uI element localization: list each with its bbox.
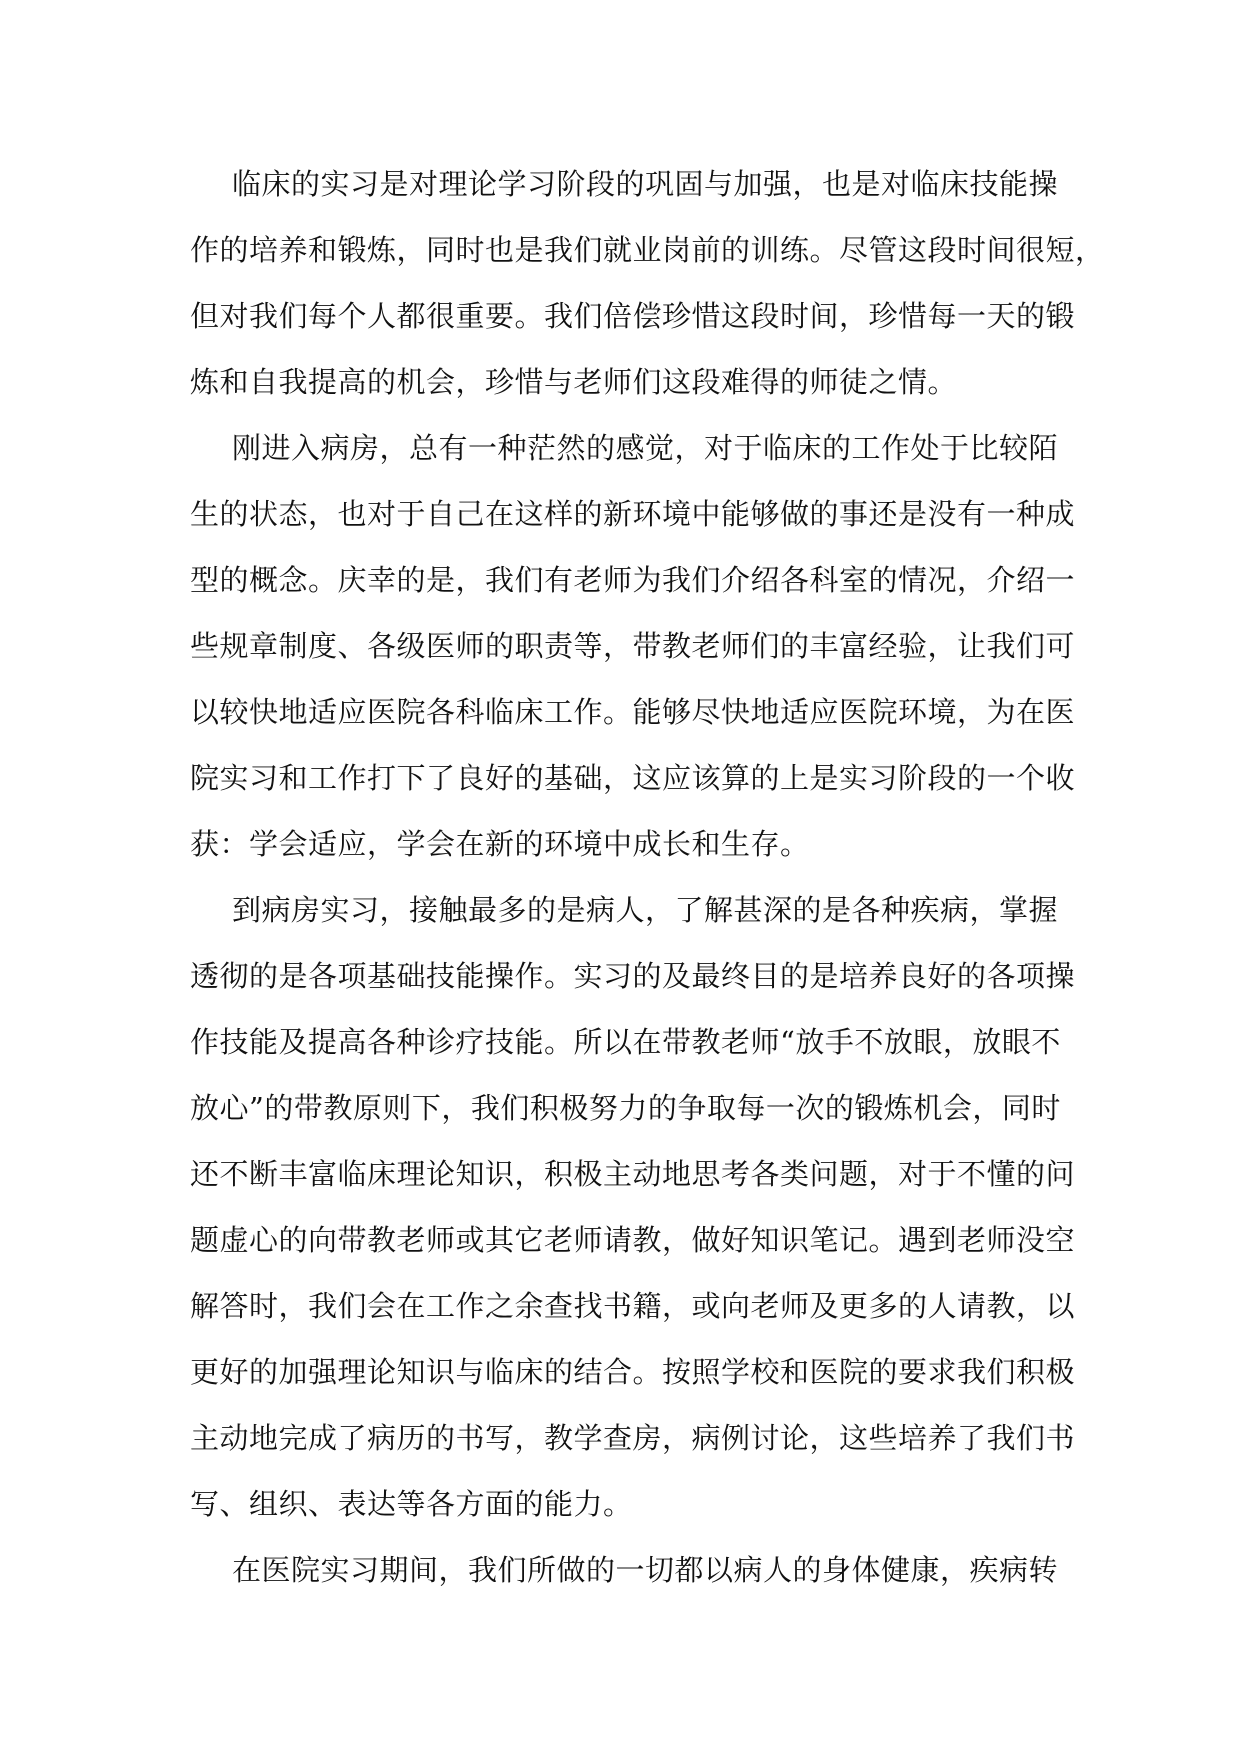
text-line: 临床的实习是对理论学习阶段的巩固与加强，也是对临床技能操 (232, 167, 1059, 201)
text-line: 解答时，我们会在工作之余查找书籍，或向老师及更多的人请教，以 (190, 1289, 1076, 1323)
text-line: 生的状态，也对于自己在这样的新环境中能够做的事还是没有一种成 (190, 497, 1076, 531)
paragraph (190, 424, 1076, 886)
text-line: 透彻的是各项基础技能操作。实习的及最终目的是培养良好的各项操 (190, 959, 1076, 993)
paragraph (190, 886, 1076, 1546)
text-line: 到病房实习，接触最多的是病人，了解甚深的是各种疾病，掌握 (232, 893, 1059, 927)
paragraph (190, 160, 1105, 424)
text-line: 题虚心的向带教老师或其它老师请教，做好知识笔记。遇到老师没空 (190, 1223, 1076, 1257)
text-line: 主动地完成了病历的书写，教学查房，病例讨论，这些培养了我们书 (190, 1421, 1076, 1455)
text-line: 获：学会适应，学会在新的环境中成长和生存。 (190, 827, 810, 861)
text-line: 在医院实习期间，我们所做的一切都以病人的身体健康，疾病转 (232, 1553, 1059, 1587)
text-line: 作技能及提高各种诊疗技能。所以在带教老师“放手不放眼，放眼不 (190, 1025, 1061, 1059)
text-line: 更好的加强理论知识与临床的结合。按照学校和医院的要求我们积极 (190, 1355, 1076, 1389)
text-line: 还不断丰富临床理论知识，积极主动地思考各类问题，对于不懂的问 (190, 1157, 1076, 1191)
text-line: 些规章制度、各级医师的职责等，带教老师们的丰富经验，让我们可 (190, 629, 1076, 663)
text-line: 写、组织、表达等各方面的能力。 (190, 1487, 633, 1521)
text-line: 型的概念。庆幸的是，我们有老师为我们介绍各科室的情况，介绍一 (190, 563, 1076, 597)
text-line: 院实习和工作打下了良好的基础，这应该算的上是实习阶段的一个收 (190, 761, 1076, 795)
document-body (190, 160, 1105, 1612)
paragraph (190, 1546, 1059, 1612)
text-line: 但对我们每个人都很重要。我们倍偿珍惜这段时间，珍惜每一天的锻 (190, 299, 1076, 333)
text-line: 刚进入病房，总有一种茫然的感觉，对于临床的工作处于比较陌 (232, 431, 1059, 465)
text-line: 作的培养和锻炼，同时也是我们就业岗前的训练。尽管这段时间很短， (190, 233, 1105, 267)
text-line: 以较快地适应医院各科临床工作。能够尽快地适应医院环境，为在医 (190, 695, 1076, 729)
text-line: 放心”的带教原则下，我们积极努力的争取每一次的锻炼机会，同时 (190, 1091, 1061, 1125)
text-line: 炼和自我提高的机会，珍惜与老师们这段难得的师徒之情。 (190, 365, 958, 399)
